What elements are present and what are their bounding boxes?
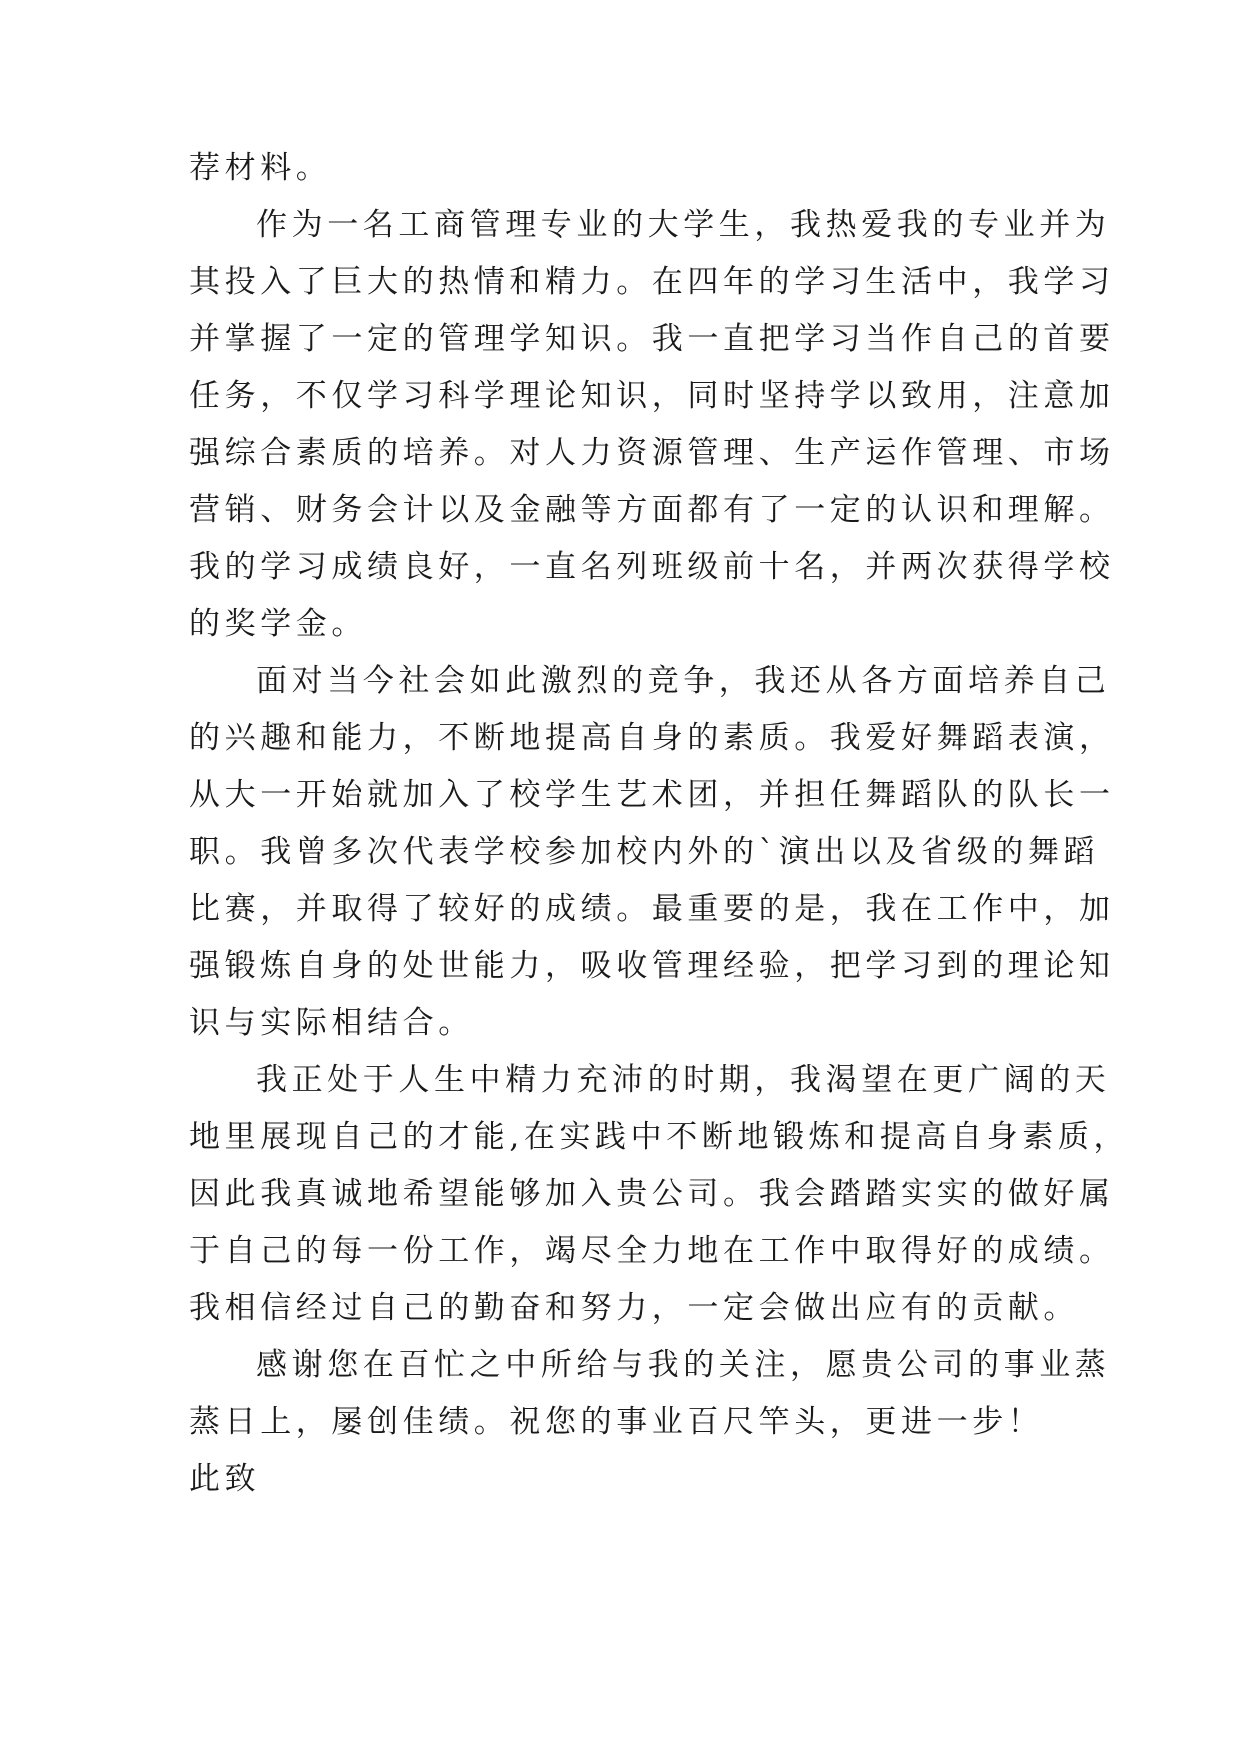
- text-line-7: 营销、财务会计以及金融等方面都有了一定的认识和理解。: [189, 492, 1115, 528]
- text-line-11: 的兴趣和能力，不断地提高自身的素质。我爱好舞蹈表演，: [189, 720, 1115, 756]
- text-line-20: 于自己的每一份工作，竭尽全力地在工作中取得好的成绩。: [189, 1233, 1115, 1269]
- text-line-15: 强锻炼自身的处世能力，吸收管理经验，把学习到的理论知: [189, 948, 1115, 984]
- text-line-2: 作为一名工商管理专业的大学生，我热爱我的专业并为: [256, 207, 1111, 243]
- text-line-17: 我正处于人生中精力充沛的时期，我渴望在更广阔的天: [256, 1062, 1111, 1098]
- text-line-6: 强综合素质的培养。对人力资源管理、生产运作管理、市场: [189, 435, 1115, 471]
- text-line-21: 我相信经过自己的勤奋和努力，一定会做出应有的贡献。: [189, 1290, 1079, 1326]
- text-line-13: 职。我曾多次代表学校参加校内外的`演出以及省级的舞蹈: [189, 834, 1100, 870]
- text-line-3: 其投入了巨大的热情和精力。在四年的学习生活中，我学习: [189, 264, 1115, 300]
- text-line-9: 的奖学金。: [189, 606, 367, 642]
- text-line-5: 任务，不仅学习科学理论知识，同时坚持学以致用，注意加: [189, 378, 1115, 414]
- text-line-24: 此致: [189, 1461, 261, 1497]
- text-line-18: 地里展现自己的才能,在实践中不断地锻炼和提高自身素质，: [189, 1119, 1130, 1155]
- text-line-8: 我的学习成绩良好，一直名列班级前十名，并两次获得学校: [189, 549, 1115, 585]
- text-line-4: 并掌握了一定的管理学知识。我一直把学习当作自己的首要: [189, 321, 1115, 357]
- text-line-23: 蒸日上，屡创佳绩。祝您的事业百尺竿头，更进一步！: [189, 1404, 1044, 1440]
- text-line-19: 因此我真诚地希望能够加入贵公司。我会踏踏实实的做好属: [189, 1176, 1115, 1212]
- text-line-12: 从大一开始就加入了校学生艺术团，并担任舞蹈队的队长一: [189, 777, 1115, 813]
- text-line-14: 比赛，并取得了较好的成绩。最重要的是，我在工作中，加: [189, 891, 1115, 927]
- text-line-22: 感谢您在百忙之中所给与我的关注，愿贵公司的事业蒸: [256, 1347, 1111, 1383]
- text-line-1: 荐材料。: [189, 150, 332, 186]
- text-line-16: 识与实际相结合。: [189, 1005, 474, 1041]
- text-line-10: 面对当今社会如此激烈的竞争，我还从各方面培养自己: [256, 663, 1111, 699]
